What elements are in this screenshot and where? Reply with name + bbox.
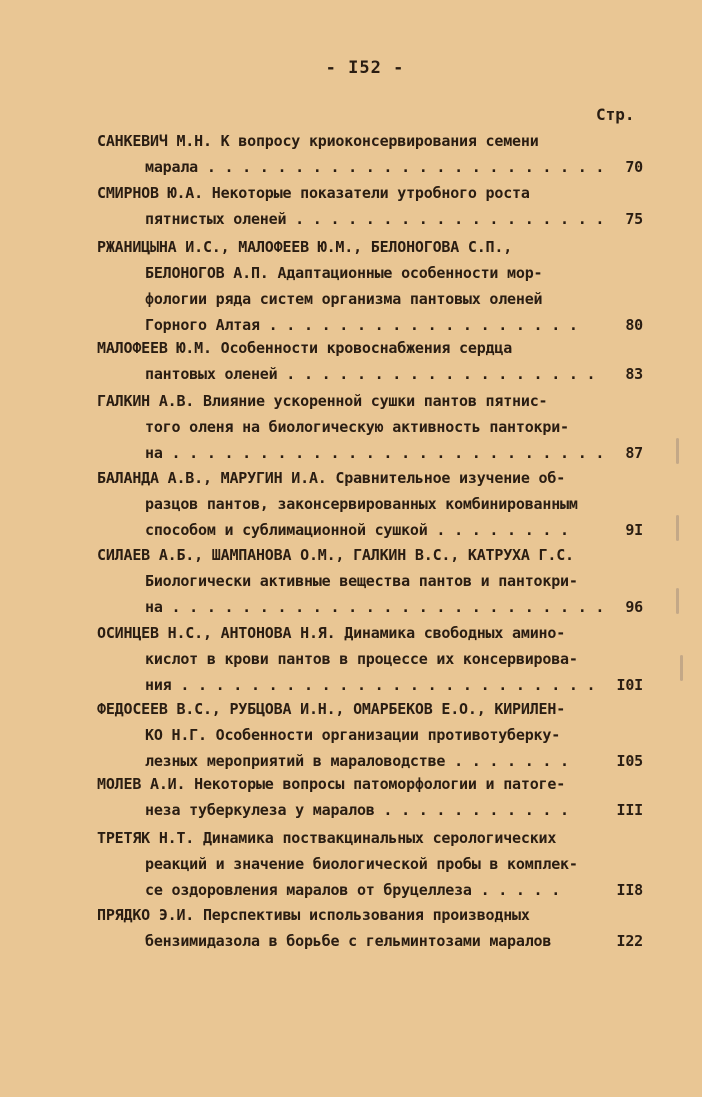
toc-entry-text: разцов пантов, законсервированных комбинированным [145,495,578,513]
toc-entry-text: неза туберкулеза у маралов . . . . . . . . . . . [145,801,569,819]
toc-entry-text: МАЛОФЕЕВ Ю.М. Особенности кровоснабжения сердца [97,339,513,357]
toc-entry [97,388,643,466]
toc-entry-text: на . . . . . . . . . . . . . . . . . . . . . . . . . [145,598,605,616]
margin-mark [680,655,683,681]
toc-entry-page: I22 [616,932,643,950]
toc-entry-text: того оленя на биологическую активность пантокри- [145,418,569,436]
toc-entry-page: 75 [625,210,643,228]
margin-mark [676,588,679,614]
toc-entry-text: лезных мероприятий в мараловодстве . . . . . . . [145,752,569,770]
toc-entry [97,234,643,338]
toc-entry [97,128,643,180]
margin-mark [676,515,679,541]
toc-entry-text: БАЛАНДА А.В., МАРУГИН И.А. Сравнительное изучение об- [97,469,566,487]
toc-entry [97,620,643,698]
toc-entry [97,180,643,232]
toc-entry-page: 96 [625,598,643,616]
toc-entry-text: се оздоровления маралов от бруцеллеза . . . . . [145,881,561,899]
toc-entry [97,825,643,903]
toc-entry-text: Биологически активные вещества пантов и пантокри- [145,572,578,590]
page-column-header: Стр. [596,105,635,124]
toc-entry-text: пантовых оленей . . . . . . . . . . . . . . . . . . [145,365,596,383]
toc-entry-text: ПРЯДКО Э.И. Перспективы использования производных [97,906,530,924]
toc-entry-text: ГАЛКИН А.В. Влияние ускоренной сушки пантов пятнис- [97,392,548,410]
toc-entry-text: фологии ряда систем организма пантовых оленей [145,290,543,308]
toc-entry-text: КО Н.Г. Особенности организации противотуберку- [145,726,561,744]
toc-entry-page: I0I [616,676,643,694]
toc-entry-text: Горного Алтая . . . . . . . . . . . . . . . . . . [145,316,578,334]
toc-entry [97,696,643,774]
toc-entry-page: I05 [616,752,643,770]
toc-entry-text: бензимидазола в борьбе с гельминтозами маралов [145,932,552,950]
toc-entry-text: ФЕДОСЕЕВ В.С., РУБЦОВА И.Н., ОМАРБЕКОВ Е.О., КИРИЛЕН- [97,700,566,718]
toc-entry-text: кислот в крови пантов в процессе их консервирова- [145,650,578,668]
toc-entry [97,335,643,387]
toc-entry-page: 83 [625,365,643,383]
toc-entry [97,771,643,823]
toc-entry-text: на . . . . . . . . . . . . . . . . . . . . . . . . . [145,444,605,462]
page-number: - I52 - [325,58,405,78]
toc-entry-page: 70 [625,158,643,176]
toc-entry-text: реакций и значение биологической пробы в комплек- [145,855,578,873]
toc-entry-text: РЖАНИЦЫНА И.С., МАЛОФЕЕВ Ю.М., БЕЛОНОГОВА С.П., [97,238,513,256]
toc-entry [97,465,643,543]
toc-entry [97,902,643,954]
toc-entry-text: МОЛЕВ А.И. Некоторые вопросы патоморфологии и патоге- [97,775,566,793]
toc-entry-text: СИЛАЕВ А.Б., ШАМПАНОВА О.М., ГАЛКИН В.С., КАТРУХА Г.С. [97,546,574,564]
toc-entry-text: СМИРНОВ Ю.А. Некоторые показатели утробного роста [97,184,530,202]
toc-entry-text: способом и сублимационной сушкой . . . . . . . . [145,521,569,539]
toc-entry-text: БЕЛОНОГОВ А.П. Адаптационные особенности мор- [145,264,543,282]
toc-entry-page: 80 [625,316,643,334]
toc-entry-page: II8 [616,881,643,899]
toc-entry [97,542,643,620]
toc-entry-page: 87 [625,444,643,462]
toc-entry-text: ОСИНЦЕВ Н.С., АНТОНОВА Н.Я. Динамика свободных амино- [97,624,566,642]
toc-entry-text: пятнистых оленей . . . . . . . . . . . . . . . . . . [145,210,605,228]
toc-entry-text: ТРЕТЯК Н.Т. Динамика поствакцинальных серологических [97,829,557,847]
toc-entry-page: III [616,801,643,819]
toc-entry-text: ния . . . . . . . . . . . . . . . . . . . . . . . . [145,676,596,694]
toc-entry-text: САНКЕВИЧ М.Н. К вопросу криоконсервирования семени [97,132,539,150]
toc-entry-text: марала . . . . . . . . . . . . . . . . . . . . . . . [145,158,605,176]
margin-mark [676,438,679,464]
toc-entry-page: 9I [625,521,643,539]
